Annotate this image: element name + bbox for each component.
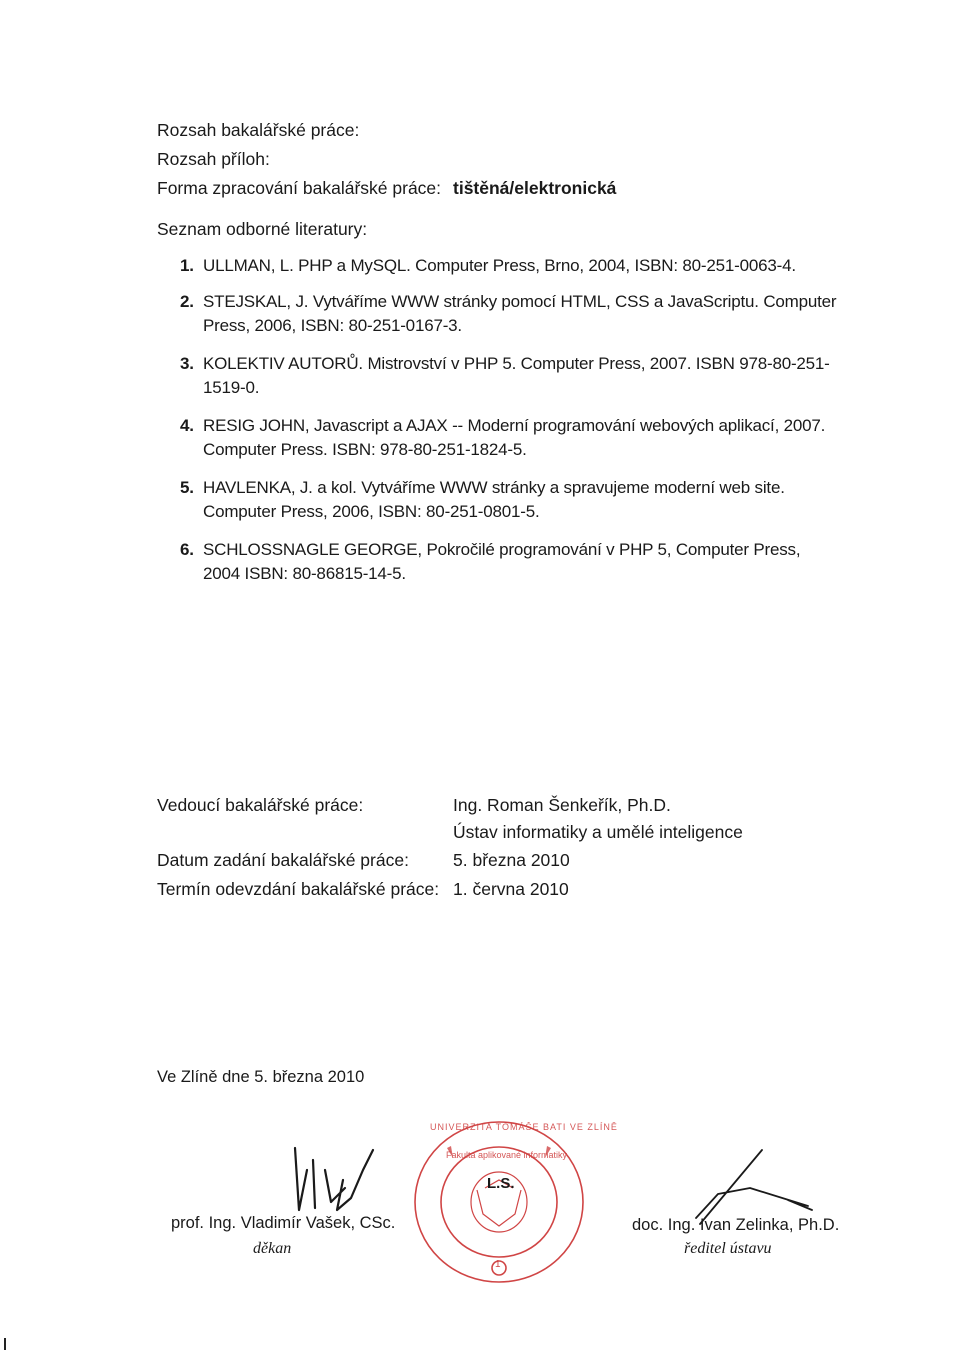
margin-mark — [4, 1338, 6, 1350]
field-assignment-date-label: Datum zadání bakalářské práce: — [157, 850, 409, 870]
field-department-value: Ústav informatiky a umělé inteligence — [453, 822, 743, 842]
place-date: Ve Zlíně dne 5. března 2010 — [157, 1068, 365, 1086]
literature-item-text: SCHLOSSNAGLE GEORGE, Pokročilé programování v PHP 5, Computer Press, 2004 ISBN: 80-86815-14-5. — [203, 540, 801, 583]
literature-item — [180, 290, 840, 338]
field-form-value: tištěná/elektronická — [453, 178, 617, 198]
literature-item — [180, 538, 840, 586]
literature-item — [180, 476, 840, 524]
stamp-outer-text: UNIVERZITA TOMÁŠE BATI VE ZLÍNĚ — [430, 1122, 618, 1132]
literature-item — [180, 254, 840, 278]
literature-title: Seznam odborné literatury: — [157, 219, 368, 239]
field-due-date-label: Termín odevzdání bakalářské práce: — [157, 879, 440, 899]
literature-item-text: HAVLENKA, J. a kol. Vytváříme WWW stránky a spravujeme moderní web site. Computer Press, 2006, ISBN: 80-251-0801-5. — [203, 478, 785, 521]
literature-item-text: ULLMAN, L. PHP a MySQL. Computer Press, Brno, 2004, ISBN: 80-251-0063-4. — [203, 256, 796, 275]
dean-role: děkan — [253, 1240, 292, 1257]
director-name: doc. Ing. Ivan Zelinka, Ph.D. — [632, 1216, 840, 1234]
field-form-label: Forma zpracování bakalářské práce: — [157, 178, 442, 198]
literature-item-text: STEJSKAL, J. Vytváříme WWW stránky pomocí HTML, CSS a JavaScriptu. Computer Press, 2006, ISBN: 80-251-0167-3. — [203, 292, 837, 335]
stamp-number: 1 — [495, 1259, 501, 1270]
stamp-center-text: L.S. — [487, 1175, 515, 1192]
director-role: ředitel ústavu — [684, 1240, 772, 1257]
field-supervisor-name: Ing. Roman Šenkeřík, Ph.D. — [453, 795, 671, 815]
dean-signature-icon — [285, 1140, 395, 1220]
field-assignment-date-value: 5. března 2010 — [453, 850, 570, 870]
literature-item-text: KOLEKTIV AUTORŮ. Mistrovství v PHP 5. Computer Press, 2007. ISBN 978-80-251-1519-0. — [203, 354, 830, 397]
stamp-inner-text: Fakulta aplikované informatiky — [446, 1150, 568, 1160]
literature-item-number: 4. — [180, 416, 194, 435]
literature-item-number: 1. — [180, 256, 194, 275]
literature-item — [180, 414, 840, 462]
literature-item-number: 2. — [180, 292, 194, 311]
field-attachments-label: Rozsah příloh: — [157, 149, 270, 169]
literature-item-text: RESIG JOHN, Javascript a AJAX -- Moderní programování webových aplikací, 2007. Computer Press. ISBN: 978-80-251-1824-5. — [203, 416, 826, 459]
field-supervisor-label: Vedoucí bakalářské práce: — [157, 795, 364, 815]
literature-item — [180, 352, 840, 400]
field-due-date-value: 1. června 2010 — [453, 879, 569, 899]
field-scope-label: Rozsah bakalářské práce: — [157, 120, 360, 140]
literature-list — [180, 254, 840, 600]
literature-item-number: 6. — [180, 540, 194, 559]
dean-name: prof. Ing. Vladimír Vašek, CSc. — [171, 1214, 396, 1232]
literature-item-number: 3. — [180, 354, 194, 373]
literature-item-number: 5. — [180, 478, 194, 497]
